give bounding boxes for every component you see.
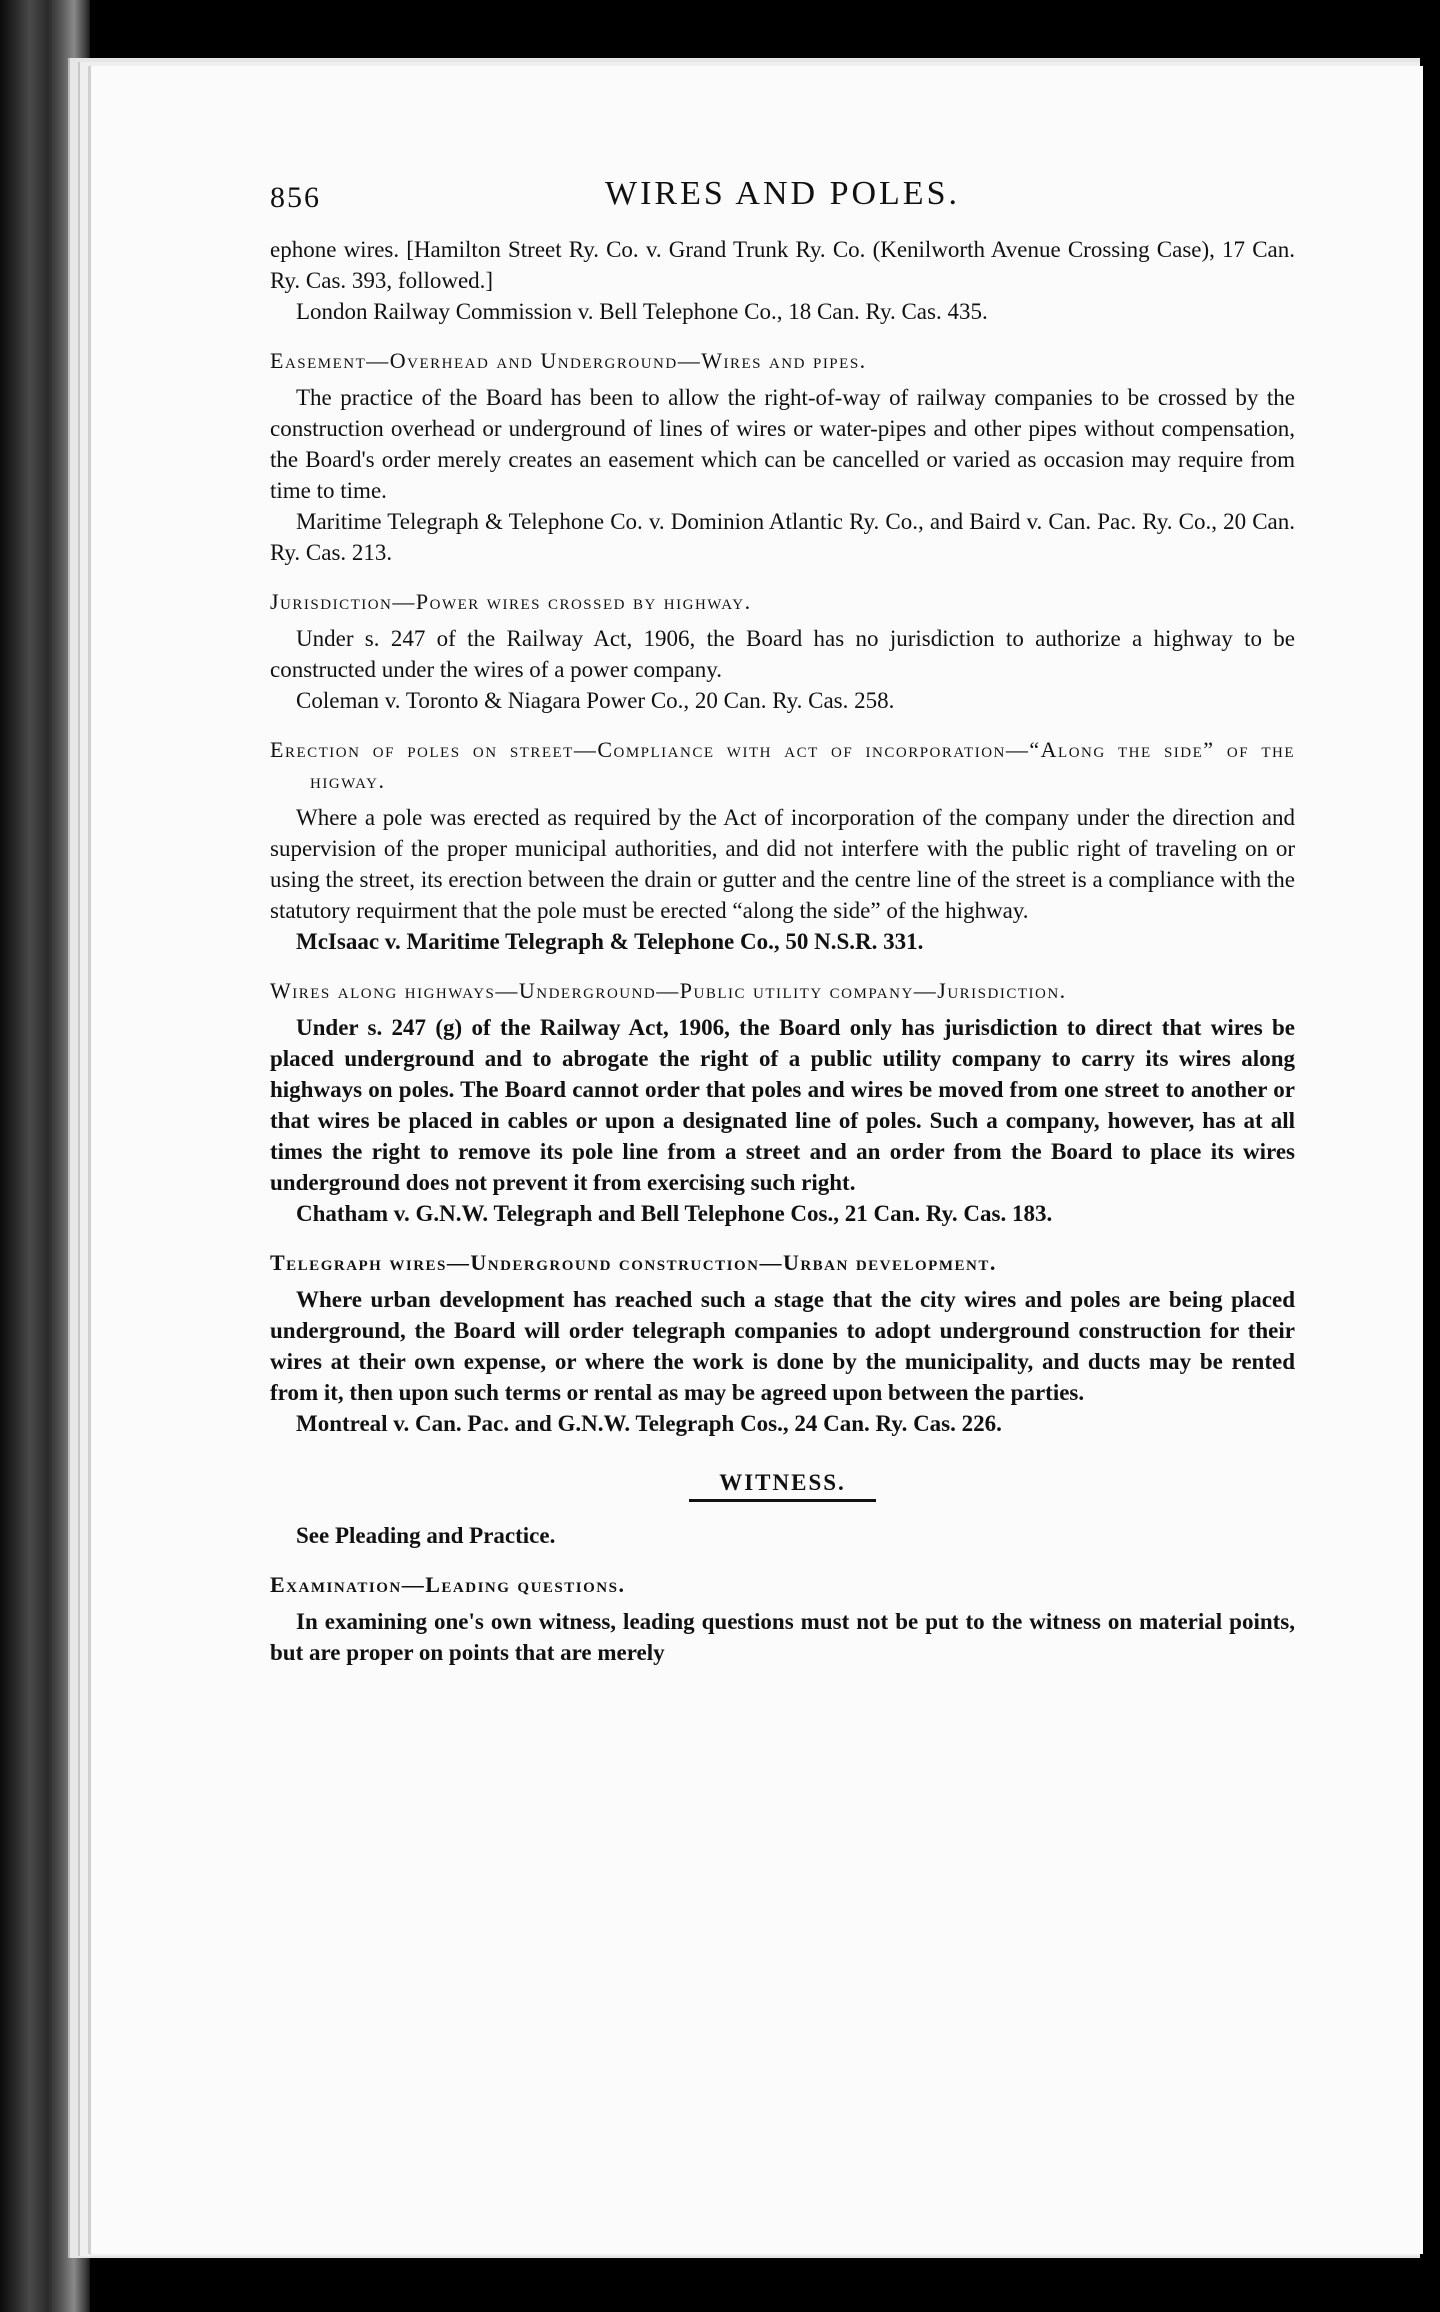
- witness-title: [270, 1467, 1295, 1498]
- witness-title-text: WITNESS.: [689, 1470, 876, 1502]
- section-body: The practice of the Board has been to allow the right-of-way of railway companies to be crossed by the construction overhead or underground of lines of wires or water-pipes and other pipes without compensation, the Board's order merely creates an easement which can be cancelled or varied as occasion may require from time to time.: [270, 385, 1295, 503]
- section-body: Under s. 247 of the Railway Act, 1906, the Board has no jurisdiction to authorize a highway to be constructed under the wires of a power company.: [270, 626, 1295, 682]
- running-title: WIRES AND POLES.: [605, 175, 960, 212]
- section-telegraph-wires: [270, 1247, 1295, 1439]
- witness-see-also: See Pleading and Practice.: [296, 1523, 556, 1548]
- page-content: [270, 160, 1295, 1668]
- section-body: Under s. 247 (g) of the Railway Act, 1906, the Board only has jurisdiction to direct that wires be placed underground and to abrogate the right of a public utility company to carry its wires along highways on poles. The Board cannot order that poles and wires be moved from one street to another or that wires be placed in cables or upon a designated line of poles. Such a company, however, has at all times the right to remove its pole line from a street and an order from the Board to place its wires underground does not prevent it from exercising such right.: [270, 1015, 1295, 1195]
- section-citation: Chatham v. G.N.W. Telegraph and Bell Telephone Cos., 21 Can. Ry. Cas. 183.: [296, 1201, 1053, 1226]
- section-heading: Wires along highways—Underground—Public utility company—Jurisdiction.: [270, 978, 1067, 1003]
- section-jurisdiction: [270, 586, 1295, 716]
- section-citation: Coleman v. Toronto & Niagara Power Co., 20 Can. Ry. Cas. 258.: [296, 688, 895, 713]
- page-number: 856: [270, 181, 321, 214]
- intro-continuation: ephone wires. [Hamilton Street Ry. Co. v. Grand Trunk Ry. Co. (Kenilworth Avenue Crossing Case), 17 Can. Ry. Cas. 393, followed.]: [270, 237, 1295, 293]
- section-citation: Maritime Telegraph & Telephone Co. v. Dominion Atlantic Ry. Co., and Baird v. Can. Pac. Ry. Co., 20 Can. Ry. Cas. 213.: [270, 509, 1295, 565]
- witness-body: In examining one's own witness, leading questions must not be put to the witness on material points, but are proper on points that are merely: [270, 1609, 1295, 1665]
- section-body: Where a pole was erected as required by the Act of incorporation of the company under the direction and supervision of the proper municipal authorities, and did not interfere with the public right of traveling on or using the street, its erection between the drain or gutter and the centre line of the street is a compliance with the statutory requirment that the pole must be erected “along the side” of the highway.: [270, 805, 1295, 923]
- section-body: Where urban development has reached such a stage that the city wires and poles are being placed underground, the Board will order telegraph companies to adopt underground construction for their wires at their own expense, or where the work is done by the municipality, and ducts may be rented from it, then upon such terms or rental as may be agreed upon between the parties.: [270, 1287, 1295, 1405]
- running-head: [270, 160, 1295, 224]
- section-heading: Jurisdiction—Power wires crossed by highway.: [270, 589, 752, 614]
- intro-citation: London Railway Commission v. Bell Telephone Co., 18 Can. Ry. Cas. 435.: [296, 299, 988, 324]
- section-heading: Easement—Overhead and Underground—Wires and pipes.: [270, 348, 867, 373]
- section-wires-along-highways: [270, 975, 1295, 1229]
- section-heading: Telegraph wires—Underground construction—Urban development.: [270, 1250, 997, 1275]
- section-citation: McIsaac v. Maritime Telegraph & Telephone Co., 50 N.S.R. 331.: [296, 929, 924, 954]
- section-erection-of-poles: [270, 734, 1295, 957]
- witness-heading: Examination—Leading questions.: [270, 1572, 626, 1597]
- section-easement: [270, 345, 1295, 568]
- section-heading: Erection of poles on street—Compliance with act of incorporation—“Along the side” of the higway.: [270, 737, 1295, 793]
- section-citation: Montreal v. Can. Pac. and G.N.W. Telegraph Cos., 24 Can. Ry. Cas. 226.: [296, 1411, 1002, 1436]
